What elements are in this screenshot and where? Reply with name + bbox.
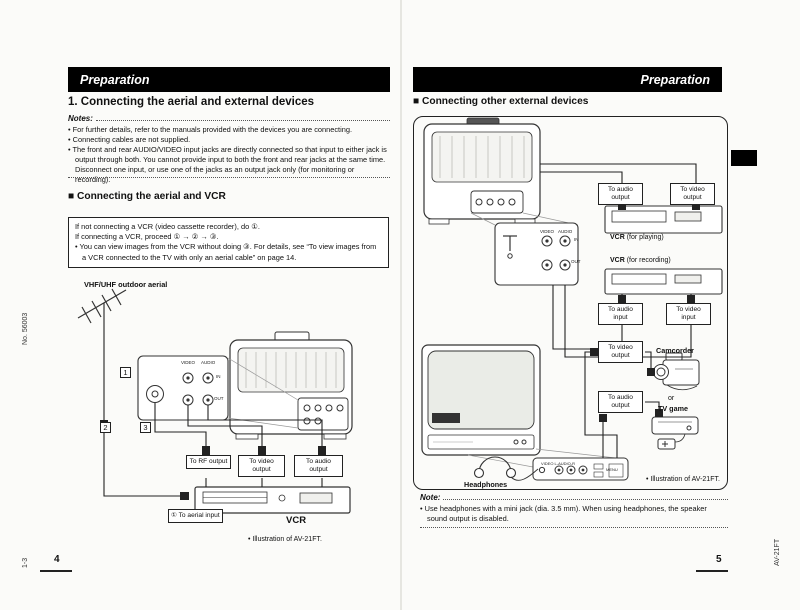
step-3-tag: 3 bbox=[140, 422, 151, 433]
left-header-title: Preparation bbox=[80, 72, 150, 87]
tv-back-icon bbox=[228, 332, 352, 439]
to-video-output-label: To video output bbox=[238, 455, 285, 477]
aerial-vcr-diagram bbox=[60, 282, 390, 544]
to-aerial-input-label: ① To aerial input bbox=[168, 509, 223, 523]
to-audio-output-2-label: To audio output bbox=[598, 391, 643, 413]
panel-out-label: OUT bbox=[214, 396, 224, 401]
footer-rule bbox=[696, 570, 728, 572]
panel-out-label: OUT bbox=[571, 259, 581, 264]
note-heading bbox=[420, 493, 728, 502]
instruction-bullet: • You can view images from the VCR without doing ③. For details, see “To view images from a VCR connected to the TV with only an aerial cable” on page 14. bbox=[75, 242, 377, 262]
vcr-recording-caption bbox=[610, 257, 671, 264]
to-audio-output-label: To audio output bbox=[294, 455, 343, 477]
panel-video-label: VIDEO bbox=[540, 229, 555, 234]
left-section-title: 1. Connecting the aerial and external devices bbox=[68, 96, 315, 108]
panel-audio-label: AUDIO bbox=[558, 229, 573, 234]
vcr-playing-rest: (for playing) bbox=[624, 234, 664, 241]
tv-game-icon bbox=[652, 417, 698, 449]
illustration-note: • Illustration of AV-21FT. bbox=[248, 536, 322, 543]
vcr-playing-caption bbox=[610, 234, 664, 241]
step-2-tag: 2 bbox=[100, 422, 111, 433]
note-item: • For further details, refer to the manuals provided with the devices you are connecting. bbox=[68, 125, 352, 134]
footer-rule bbox=[40, 570, 72, 572]
right-section-title: ■ Connecting other external devices bbox=[413, 96, 589, 107]
tv-front-icon bbox=[422, 345, 625, 467]
panel-audio-label: AUDIO bbox=[201, 360, 216, 365]
headphones-icon bbox=[475, 457, 539, 480]
aerial-icon bbox=[78, 289, 126, 352]
panel-in-label: IN bbox=[216, 374, 221, 379]
vcr-playing-bold: VCR bbox=[610, 234, 625, 241]
page-seam bbox=[400, 0, 402, 610]
page-number-4: 4 bbox=[54, 554, 60, 565]
step-1-tag: 1 bbox=[120, 367, 131, 378]
aerial-caption: VHF/UHF outdoor aerial bbox=[84, 280, 168, 289]
print-registration-mark bbox=[731, 150, 757, 166]
to-video-output-2-label: To video output bbox=[598, 341, 643, 363]
instruction-line: If not connecting a VCR (video cassette recorder), do ①. bbox=[75, 222, 260, 231]
dotted-leader bbox=[443, 499, 728, 500]
note-text: • Use headphones with a mini jack (dia. 3.5 mm). When using headphones, the speaker sound output is disabled. bbox=[420, 504, 707, 523]
to-video-output-top-label: To video output bbox=[670, 183, 715, 205]
vcr-recording-bold: VCR bbox=[610, 257, 625, 264]
note-item: • Connecting cables are not supplied. bbox=[68, 134, 191, 144]
instruction-line: If connecting a VCR, proceed ① → ② → ③. bbox=[75, 232, 219, 242]
model-code: AV-21FT bbox=[774, 538, 781, 566]
instruction-box bbox=[68, 217, 389, 268]
front-panel-jacks-label: VIDEO L-AUDIO-R bbox=[541, 461, 576, 466]
to-rf-output-label: To RF output bbox=[186, 455, 231, 469]
panel-in-label: IN bbox=[574, 237, 579, 242]
to-audio-output-top-label: To audio output bbox=[598, 183, 643, 205]
doc-number: No. 56003 bbox=[22, 312, 29, 345]
dotted-rule bbox=[420, 527, 728, 528]
page-number-5: 5 bbox=[716, 554, 722, 565]
dotted-rule bbox=[68, 177, 390, 178]
right-header-bar bbox=[413, 67, 722, 92]
front-panel-menu-label: MENU bbox=[606, 467, 618, 472]
camcorder-caption: Camcorder bbox=[656, 346, 694, 355]
camcorder-icon bbox=[654, 353, 700, 390]
note-item: • The front and rear AUDIO/VIDEO input jacks are directly connected so that input to either jack is output through both. You cannot provide input to both the front and rear jacks at the same time. Disconnect one input, or use one of the jacks as an output jack only (for monitoring or recording). bbox=[68, 144, 387, 184]
vcr-caption: VCR bbox=[286, 515, 307, 526]
to-video-input-label: To video input bbox=[666, 303, 711, 325]
left-header-bar bbox=[68, 67, 390, 92]
illustration-note: • Illustration of AV-21FT. bbox=[646, 476, 720, 483]
notes-heading bbox=[68, 114, 390, 123]
dotted-leader bbox=[96, 120, 390, 121]
note-label: Note: bbox=[420, 493, 441, 502]
vcr-recording-rest: (for recording) bbox=[624, 257, 671, 264]
section-page-code: 1-3 bbox=[22, 557, 29, 568]
panel-video-label: VIDEO bbox=[181, 360, 196, 365]
left-subsection-title: ■ Connecting the aerial and VCR bbox=[68, 191, 226, 202]
vcr-recording-icon bbox=[605, 269, 722, 294]
to-audio-input-label: To audio input bbox=[598, 303, 643, 325]
headphones-caption: Headphones bbox=[464, 480, 508, 489]
vcr-playing-icon bbox=[605, 206, 722, 233]
notes-label: Notes: bbox=[68, 114, 93, 123]
or-text: or bbox=[668, 395, 675, 402]
right-header-title: Preparation bbox=[640, 72, 710, 87]
tv-aerial-av-panel bbox=[138, 356, 228, 420]
notes-list bbox=[68, 125, 390, 185]
tv-game-caption: TV game bbox=[658, 404, 688, 413]
